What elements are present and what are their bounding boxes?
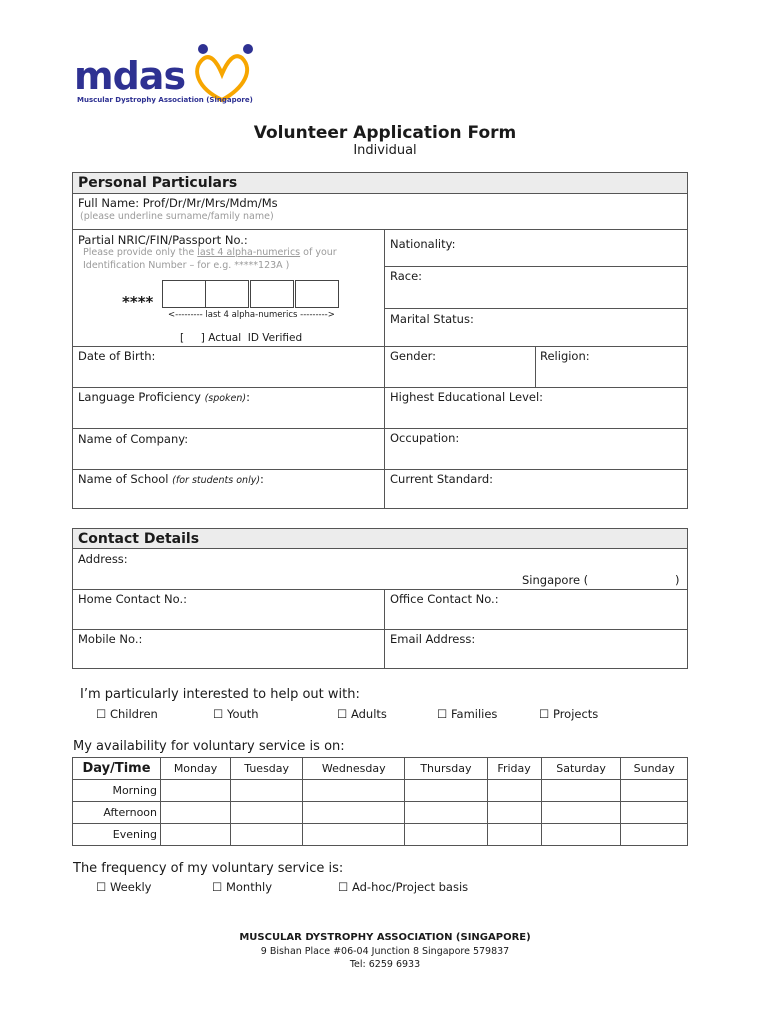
availability-row-evening [73, 824, 688, 846]
availability-question: My availability for voluntary service is on: [73, 739, 345, 754]
interest-question: I’m particularly interested to help out with: [80, 687, 360, 702]
id-verified: [ ] Actual ID Verified [180, 332, 303, 344]
id-hint: Please provide only the last 4 alpha-numerics of your [83, 247, 337, 258]
slot-cell[interactable] [405, 802, 487, 824]
contact-details-heading: Contact Details [73, 529, 687, 548]
logo-heart [197, 56, 247, 100]
id-caption: <--------- last 4 alpha-numerics ---------> [168, 310, 335, 320]
singapore-postal-close: ) [675, 573, 680, 587]
slot-cell[interactable] [303, 824, 405, 846]
availability-row-afternoon [73, 802, 688, 824]
company-label: Name of Company: [78, 432, 189, 446]
id-char-input-2[interactable] [205, 280, 249, 308]
availability-header-row [73, 758, 688, 780]
id-stars: **** [122, 293, 154, 311]
divider [72, 193, 688, 194]
day-saturday: Saturday [541, 758, 621, 780]
footer-tel: Tel: 6259 6933 [349, 959, 421, 970]
slot-cell[interactable] [405, 824, 487, 846]
education-label: Highest Educational Level: [390, 390, 544, 404]
office-contact-label: Office Contact No.: [390, 592, 499, 606]
day-thursday: Thursday [405, 758, 487, 780]
divider [72, 428, 688, 429]
id-char-input-1[interactable] [162, 280, 206, 308]
language-label: Language Proficiency (spoken): [78, 390, 251, 404]
id-char-input-3[interactable] [250, 280, 294, 308]
day-tuesday: Tuesday [231, 758, 303, 780]
interest-option-projects[interactable]: ☐ Projects [539, 707, 599, 721]
day-time-header: Day/Time [73, 758, 161, 780]
form-subtitle: Individual [353, 143, 417, 158]
divider [72, 229, 688, 230]
footer-org: MUSCULAR DYSTROPHY ASSOCIATION (SINGAPORE) [239, 932, 531, 943]
slot-cell[interactable] [303, 780, 405, 802]
logo-subtitle: Muscular Dystrophy Association (Singapore) [77, 96, 253, 104]
day-monday: Monday [161, 758, 231, 780]
slot-cell[interactable] [487, 780, 541, 802]
interest-option-youth[interactable]: ☐ Youth [213, 707, 259, 721]
slot-cell[interactable] [621, 824, 688, 846]
divider [72, 387, 688, 388]
id-label: Partial NRIC/FIN/Passport No.: [78, 233, 248, 247]
slot-cell[interactable] [161, 780, 231, 802]
personal-particulars-box [72, 172, 688, 509]
mobile-label: Mobile No.: [78, 632, 143, 646]
slot-afternoon: Afternoon [73, 802, 161, 824]
id-char-input-4[interactable] [295, 280, 339, 308]
slot-cell[interactable] [621, 802, 688, 824]
address-label: Address: [78, 552, 128, 566]
interest-option-families[interactable]: ☐ Families [437, 707, 498, 721]
interest-option-adults[interactable]: ☐ Adults [337, 707, 387, 721]
slot-cell[interactable] [405, 780, 487, 802]
frequency-question: The frequency of my voluntary service is: [73, 861, 344, 876]
logo-dot-left [198, 44, 208, 54]
current-standard-label: Current Standard: [390, 472, 494, 486]
school-label: Name of School (for students only): [78, 472, 264, 486]
race-label: Race: [390, 269, 423, 283]
slot-evening: Evening [73, 824, 161, 846]
slot-cell[interactable] [541, 824, 621, 846]
frequency-option-adhoc[interactable]: ☐ Ad-hoc/Project basis [338, 880, 469, 894]
full-name-label: Full Name: Prof/Dr/Mr/Mrs/Mdm/Ms [78, 196, 278, 210]
id-hint-line2: Identification Number – for e.g. *****123A ) [83, 260, 290, 271]
full-name-hint: (please underline surname/family name) [80, 211, 274, 222]
column-divider [384, 229, 385, 509]
divider [72, 469, 688, 470]
religion-label: Religion: [540, 349, 590, 363]
slot-cell[interactable] [161, 802, 231, 824]
personal-particulars-heading: Personal Particulars [73, 173, 687, 193]
day-sunday: Sunday [621, 758, 688, 780]
slot-cell[interactable] [231, 802, 303, 824]
slot-cell[interactable] [231, 824, 303, 846]
divider [384, 266, 688, 267]
slot-cell[interactable] [487, 824, 541, 846]
slot-cell[interactable] [621, 780, 688, 802]
day-friday: Friday [487, 758, 541, 780]
column-divider [535, 346, 536, 387]
frequency-option-weekly[interactable]: ☐ Weekly [96, 880, 152, 894]
occupation-label: Occupation: [390, 431, 460, 445]
form-title: Volunteer Application Form [253, 123, 517, 143]
email-label: Email Address: [390, 632, 476, 646]
home-contact-label: Home Contact No.: [78, 592, 187, 606]
gender-label: Gender: [390, 349, 437, 363]
slot-cell[interactable] [161, 824, 231, 846]
divider [384, 308, 688, 309]
singapore-postal-label: Singapore ( [522, 573, 589, 587]
slot-cell[interactable] [541, 802, 621, 824]
footer-address: 9 Bishan Place #06-04 Junction 8 Singapore 579837 [260, 946, 510, 957]
marital-status-label: Marital Status: [390, 312, 474, 326]
divider [72, 548, 688, 549]
divider [72, 346, 688, 347]
availability-table [72, 757, 688, 846]
slot-morning: Morning [73, 780, 161, 802]
logo-dot-right [243, 44, 253, 54]
divider [72, 589, 688, 590]
slot-cell[interactable] [303, 802, 405, 824]
slot-cell[interactable] [487, 802, 541, 824]
slot-cell[interactable] [541, 780, 621, 802]
availability-row-morning [73, 780, 688, 802]
nationality-label: Nationality: [390, 237, 456, 251]
slot-cell[interactable] [231, 780, 303, 802]
dob-label: Date of Birth: [78, 349, 156, 363]
frequency-option-monthly[interactable]: ☐ Monthly [212, 880, 273, 894]
divider [72, 629, 688, 630]
interest-option-children[interactable]: ☐ Children [96, 707, 158, 721]
logo-text: mdas [74, 54, 186, 98]
day-wednesday: Wednesday [303, 758, 405, 780]
